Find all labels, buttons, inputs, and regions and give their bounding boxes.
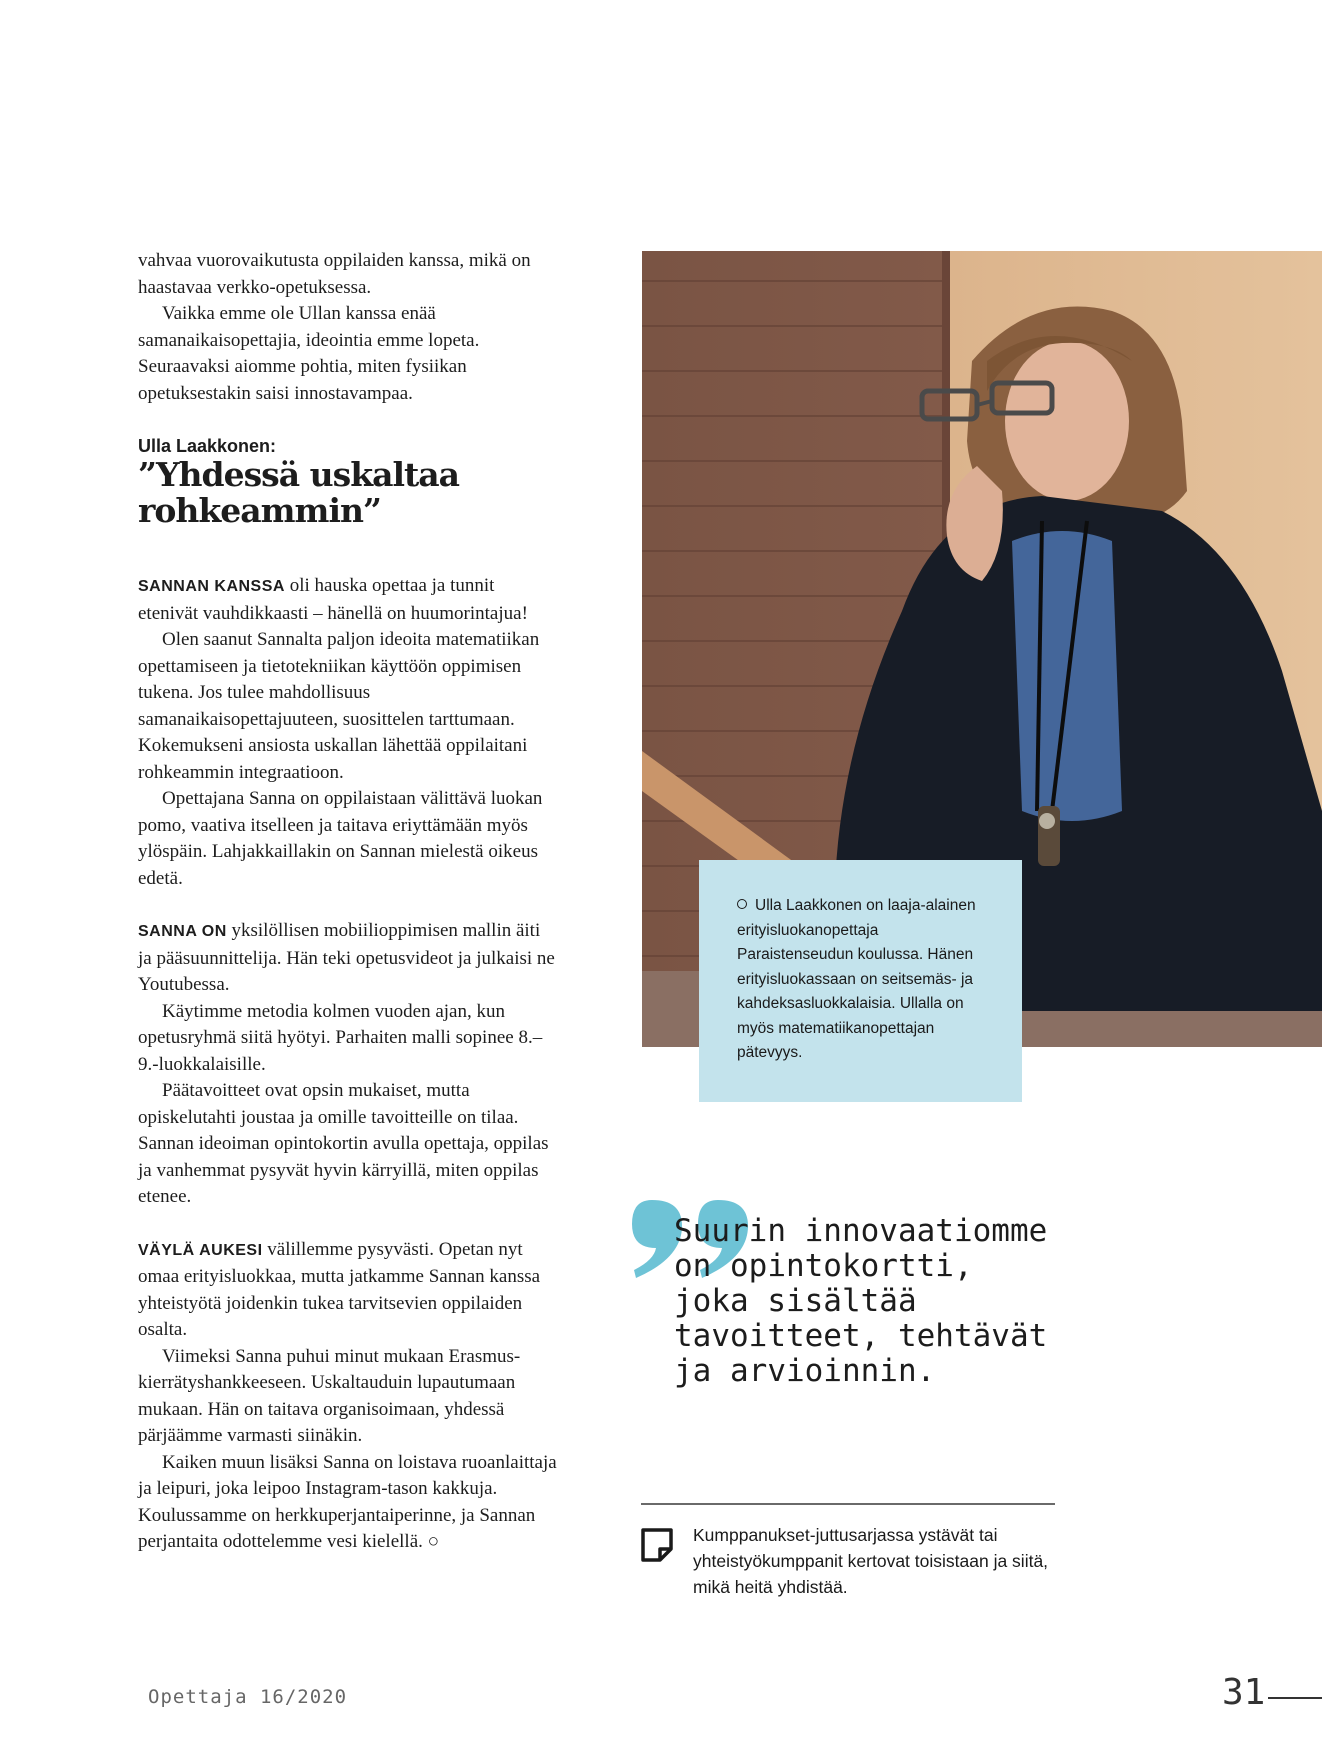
section-3-paragraph-3 bbox=[138, 1450, 558, 1556]
section-3 bbox=[138, 1237, 558, 1556]
page-number-rule bbox=[1268, 1697, 1322, 1699]
section-2-lead: SANNA ON bbox=[138, 923, 227, 940]
section-1-paragraph-3: Opettajana Sanna on oppilaistaan välittävä luokan pomo, vaativa itselleen ja taitava eriyttämään myös ylöspäin. Lahjakkaillakin on Sannan mielestä oikeus edetä. bbox=[138, 788, 543, 889]
section-2-opening bbox=[138, 918, 558, 999]
magazine-issue: Opettaja 16/2020 bbox=[148, 1686, 348, 1708]
caption-text: Ulla Laakkonen on laaja-alainen erityisluokanopettaja Paraistenseudun koulussa. Hänen erityisluokassaan on seitsemäs- ja kahdeksasluokkalaisia. Ullalla on myös matematiikanopettajan pätevyys. bbox=[737, 897, 976, 1061]
headline-line-2: rohkeammin” bbox=[138, 491, 381, 530]
section-3-first: välillemme pysyvästi. Opetan nyt omaa erityisluokkaa, mutta jatkamme Sannan kanssa yhteistyötä joidenkin tukea tarvitsevien oppilaiden osalta. bbox=[138, 1238, 541, 1340]
headline-line-1: ”Yhdessä uskaltaa bbox=[138, 455, 459, 494]
pull-quote: Suurin innovaatiomme on opintokortti, joka sisältää tavoitteet, tehtävät ja arvioinnin. bbox=[674, 1213, 1048, 1389]
photo-caption bbox=[699, 860, 1022, 1102]
article-column bbox=[138, 248, 558, 1556]
section-2 bbox=[138, 918, 558, 1211]
end-mark: ○ bbox=[427, 1531, 440, 1552]
page-number: 31 bbox=[1222, 1672, 1266, 1713]
note-icon bbox=[640, 1527, 674, 1563]
section-1-lead: SANNAN KANSSA bbox=[138, 578, 285, 595]
intro-paragraph-1: vahvaa vuorovaikutusta oppilaiden kanssa, mikä on haastavaa verkko-opetuksessa. bbox=[138, 250, 531, 298]
interview-byline: Ulla Laakkonen: bbox=[138, 436, 277, 456]
section-3-opening bbox=[138, 1237, 558, 1344]
section-2-paragraph-2: Käytimme metodia kolmen vuoden ajan, kun opetusryhmä siitä hyötyi. Parhaiten malli sopinee 8.–9.-luokkalaisille. bbox=[138, 1000, 543, 1075]
section-3-paragraph-2: Viimeksi Sanna puhui minut mukaan Erasmus-kierrätyshankkeeseen. Uskaltauduin lupautumaan mukaan. Hän on taitava organisoimaan, yhdessä pärjäämme varmasti siinäkin. bbox=[138, 1345, 521, 1446]
intro-paragraph-2: Vaikka emme ole Ullan kanssa enää samanaikaisopettajia, ideointia emme lopeta. Seuraavaksi aiomme pohtia, miten fysiikan opetuksestakin saisi innostavampaa. bbox=[138, 303, 480, 404]
divider bbox=[641, 1503, 1055, 1505]
series-note: Kumppanukset-juttusarjassa ystävät tai yhteistyökumppanit kertovat toisistaan ja siitä, mikä heitä yhdistää. bbox=[693, 1525, 1049, 1597]
section-1-first: oli hauska opettaa ja tunnit etenivät vauhdikkaasti – hänellä on huumorintajua! bbox=[138, 575, 528, 624]
caption-bullet-icon bbox=[737, 899, 747, 909]
section-1-opening bbox=[138, 573, 558, 627]
section-2-paragraph-3: Päätavoitteet ovat opsin mukaiset, mutta opiskelutahti joustaa ja omille tavoitteille on tilaa. Sannan ideoiman opintokortin avulla opettaja, oppilas ja vanhemmat pysyvät hyvin kärryillä, miten oppilas etenee. bbox=[138, 1080, 549, 1207]
section-1-paragraph-2: Olen saanut Sannalta paljon ideoita matematiikan opettamiseen ja tietotekniikan käyttöön oppimisen tukena. Jos tulee mahdollisuus samanaikaisopettajuuteen, suosittelen tarttumaan. Kokemukseni ansiosta uskallan lähettää oppilaitani rohkeammin integraatioon. bbox=[138, 629, 540, 783]
section-headline bbox=[138, 457, 558, 529]
section-3-lead: VÄYLÄ AUKESI bbox=[138, 1241, 263, 1259]
closing-text: Kaiken muun lisäksi Sanna on loistava ruoanlaittaja ja leipuri, joka leipoo Instagram-tason kakkuja. Koulussamme on herkkuperjantaiperinne, ja Sannan perjantaita odottelemme vesi kielellä. bbox=[138, 1451, 557, 1552]
section-2-first: yksilöllisen mobiilioppimisen mallin äiti ja pääsuunnittelija. Hän teki opetusvideot ja julkaisi ne Youtubessa. bbox=[138, 920, 555, 995]
